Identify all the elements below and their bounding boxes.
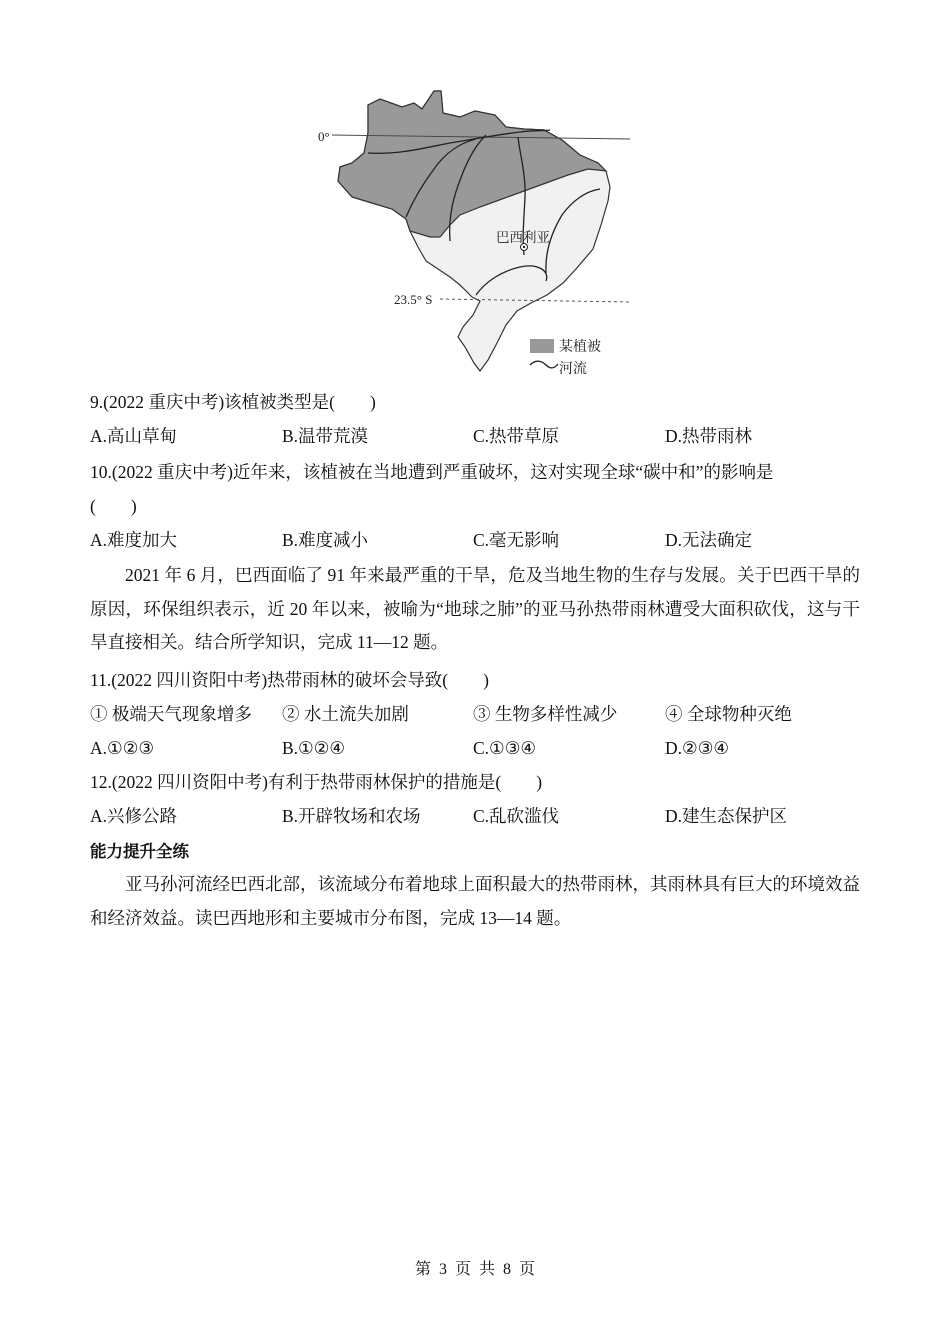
q9-option-c: C.热带草原 xyxy=(473,426,560,446)
legend-vegetation-label: 某植被 xyxy=(559,339,601,355)
q11-option-b: B.①②④ xyxy=(282,738,346,758)
q11-item-1: ① 极端天气现象增多 xyxy=(90,704,252,724)
footer-page-number: 3 xyxy=(438,1261,447,1278)
q9-option-a: A.高山草甸 xyxy=(90,426,178,446)
legend-river-icon xyxy=(530,361,558,368)
legend-vegetation-swatch xyxy=(530,339,554,353)
q10-option-c: C.毫无影响 xyxy=(473,530,560,550)
q11-option-c: C.①③④ xyxy=(473,738,537,758)
q12-option-d: D.建生态保护区 xyxy=(665,806,788,826)
footer-word-di: 第 xyxy=(414,1261,431,1278)
q9-stem: 9.(2022 重庆中考)该植被类型是( ) xyxy=(90,392,376,412)
footer-word-gong: 共 xyxy=(479,1261,496,1278)
section-title: 能力提升全练 xyxy=(90,842,189,861)
q9-option-b: B.温带荒漠 xyxy=(282,426,369,446)
q11-item-4: ④ 全球物种灭绝 xyxy=(665,704,792,724)
q9-option-d: D.热带雨林 xyxy=(665,426,753,446)
q11-item-2: ② 水土流失加剧 xyxy=(282,704,409,724)
q12-option-c: C.乱砍滥伐 xyxy=(473,806,560,826)
passage-drought: 2021 年 6 月，巴西面临了 91 年来最严重的干旱，危及当地生物的生存与发展。关于巴西干旱的原因，环保组织表示，近 20 年以来，被喻为“地球之肺”的亚马孙热带雨林遭受大面积砍伐，这与干旱直接相关。结合所学知识，完成 11—12 题。 xyxy=(90,565,860,652)
legend-river-label: 河流 xyxy=(559,361,587,377)
capital-label: 巴西利亚 xyxy=(496,230,550,246)
q11-option-d: D.②③④ xyxy=(665,738,730,758)
brazil-vegetation-map xyxy=(310,85,645,380)
q12-stem: 12.(2022 四川资阳中考)有利于热带雨林保护的措施是( ) xyxy=(90,772,543,792)
q12-option-a: A.兴修公路 xyxy=(90,806,178,826)
q10-option-b: B.难度减小 xyxy=(282,530,369,550)
q10-option-a: A.难度加大 xyxy=(90,530,178,550)
page-footer xyxy=(0,1256,950,1279)
q10-stem-line2: ( ) xyxy=(90,496,137,516)
q12-option-b: B.开辟牧场和农场 xyxy=(282,806,421,826)
q10-stem-line1: 10.(2022 重庆中考)近年来，该植被在当地遭到严重破坏，这对实现全球“碳中和”的影响是 xyxy=(90,462,774,482)
q11-item-3: ③ 生物多样性减少 xyxy=(473,704,618,724)
footer-total-pages: 8 xyxy=(503,1261,512,1278)
footer-word-ye: 页 xyxy=(454,1261,471,1278)
q11-option-a: A.①②③ xyxy=(90,738,155,758)
footer-word-ye2: 页 xyxy=(519,1261,536,1278)
passage-amazon: 亚马孙河流经巴西北部，该流域分布着地球上面积最大的热带雨林，其雨林具有巨大的环境效益和经济效益。读巴西地形和主要城市分布图，完成 13—14 题。 xyxy=(90,874,860,928)
q11-stem: 11.(2022 四川资阳中考)热带雨林的破坏会导致( ) xyxy=(90,670,489,690)
tropic-label: 23.5° S xyxy=(394,292,433,307)
equator-label: 0° xyxy=(318,129,330,144)
q10-option-d: D.无法确定 xyxy=(665,530,753,550)
